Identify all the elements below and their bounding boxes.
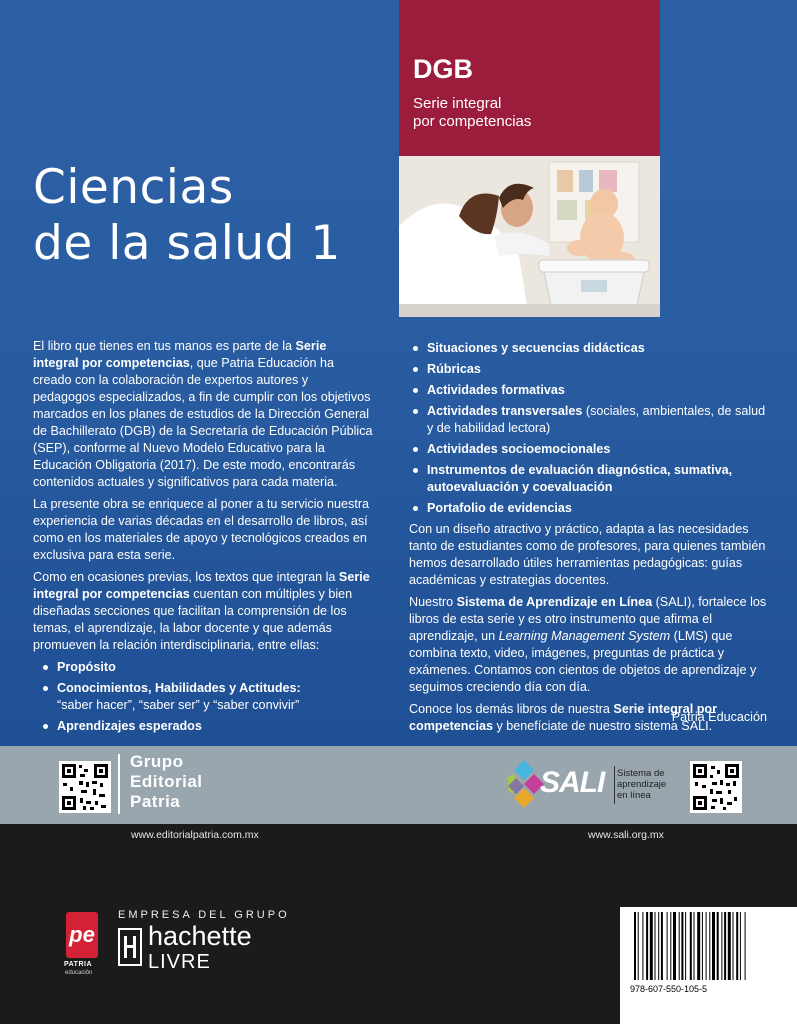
- text-run: (LMS) que combina texto, video, imágenes, preguntas de práctica y exámenes. Contamos con cientos de objetos de aprendizaje y seguimos creciendo día con día.: [409, 629, 757, 694]
- experience-paragraph: La presente obra se enriquece al poner a tu servicio nuestra experiencia de varias décadas en el desarrollo de libros, así como en los materiales de apoyo y tecnológicos creados en exclusiva para esta serie.: [33, 497, 370, 562]
- sali-caption: [617, 768, 666, 801]
- qr-code-left[interactable]: [59, 761, 111, 813]
- publisher-name-line: Editorial: [130, 772, 203, 791]
- nurse-baby-illustration: [399, 156, 660, 317]
- barcode-bar: [650, 912, 653, 980]
- text-run: y benefíciate de nuestro sistema SALI.: [493, 719, 713, 733]
- barcode-bar: [724, 912, 726, 980]
- list-item-bold: Portafolio de evidencias: [427, 501, 572, 515]
- publisher-name: [130, 752, 203, 812]
- series-name-bold: Serie integral por competencias: [33, 570, 370, 601]
- series-name-bold: Serie integral por competencias: [33, 339, 327, 370]
- barcode-bar: [717, 912, 719, 980]
- livre-wordmark: LIVRE: [148, 951, 211, 973]
- intro-paragraph: [33, 338, 373, 491]
- list-item: [409, 441, 767, 458]
- qr-code-icon: [690, 761, 742, 813]
- barcode-bar: [670, 912, 671, 980]
- design-paragraph: Con un diseño atractivo y práctico, adapta a las necesidades tanto de estudiantes como de profesores, para quienes también hemos desarrollado útiles herramientas pedagógicas: guías académicas y estrategias docentes.: [409, 522, 766, 587]
- barcode-bar: [646, 912, 648, 980]
- sali-caption-line: en línea: [617, 790, 651, 801]
- right-column: [409, 338, 767, 740]
- qr-code-right[interactable]: [690, 761, 742, 813]
- series-subtitle-line: Serie integral: [413, 95, 502, 112]
- book-title-line: de la salud 1: [33, 216, 341, 271]
- barcode-bar: [712, 912, 715, 980]
- list-item: [409, 403, 767, 437]
- barcode-bar: [694, 912, 695, 980]
- barcode-bar: [736, 912, 738, 980]
- list-item: [409, 382, 767, 399]
- url-link[interactable]: www.sali.org.mx: [588, 829, 664, 841]
- divider: [118, 754, 120, 814]
- url-link[interactable]: www.editorialpatria.com.mx: [131, 829, 259, 841]
- publisher-name-line: Grupo: [130, 752, 184, 771]
- barcode-bar: [709, 912, 710, 980]
- list-item-bold: Rúbricas: [427, 362, 481, 376]
- barcode-bar: [685, 912, 686, 980]
- list-item-bold: Aprendizajes esperados: [57, 719, 202, 733]
- barcode-bar: [728, 912, 731, 980]
- series-code: DGB: [413, 54, 473, 84]
- barcode-bar: [679, 912, 680, 980]
- barcode-bar: [661, 912, 663, 980]
- barcode-bar: [697, 912, 700, 980]
- barcode-bar: [673, 912, 676, 980]
- sali-caption-line: Sistema de: [617, 768, 665, 779]
- list-item: [409, 361, 767, 378]
- patria-sublabel: educación: [65, 970, 93, 976]
- text-run: Conoce los demás libros de nuestra: [409, 702, 614, 716]
- list-item: [39, 718, 373, 735]
- left-column: [33, 338, 373, 739]
- barcode: [620, 907, 797, 1024]
- sali-paragraph: [409, 594, 767, 696]
- list-item: [409, 340, 767, 357]
- barcode-bar: [733, 912, 734, 980]
- patria-label: PATRIA: [64, 961, 93, 968]
- list-item: [39, 659, 373, 676]
- text-run: Como en ocasiones previas, los textos que integran la: [33, 570, 339, 584]
- patria-logo-mark: pe: [69, 922, 95, 947]
- text-run: cuentan con múltiples y bien diseñadas secciones que facilitan la comprensión de los temas, el aprendizaje, la labor docente y que además promueven la relación interdisciplinaria, entre ellas:: [33, 587, 353, 652]
- list-item-bold: Actividades transversales: [427, 404, 583, 418]
- qr-code-icon: [59, 761, 111, 813]
- list-item-bold: Conocimientos, Habilidades y Actitudes:: [57, 681, 301, 695]
- book-title: [33, 160, 341, 272]
- group-label: EMPRESA DEL GRUPO: [118, 909, 290, 921]
- hachette-logo-icon: [118, 928, 142, 966]
- barcode-bar: [638, 912, 639, 980]
- sali-logo-text: SALI: [540, 766, 605, 799]
- cover-photo: [399, 156, 660, 317]
- list-item: [409, 500, 767, 517]
- barcode-bar: [721, 912, 722, 980]
- barcode-bar: [667, 912, 668, 980]
- sali-name-bold: Sistema de Aprendizaje en Línea: [456, 595, 653, 609]
- barcode-icon: [632, 912, 782, 980]
- series-subtitle-line: por competencias: [413, 113, 532, 130]
- list-item-bold: Instrumentos de evaluación diagnóstica, sumativa, autoevaluación y coevaluación: [427, 463, 733, 494]
- sections-paragraph: [33, 569, 373, 654]
- features-list: [409, 340, 767, 517]
- publisher-signature: Patria Educación: [671, 710, 767, 724]
- series-name-bold: Serie integral por competencias: [409, 702, 718, 733]
- text-run: (SALI), fortalece los libros de esta serie y es otro instrumento que afirma el aprendizaje, un: [409, 595, 767, 643]
- barcode-bar: [745, 912, 746, 980]
- list-item-text: (sociales, ambientales, de salud y de habilidad lectora): [427, 404, 766, 435]
- sali-logo: [508, 758, 610, 812]
- divider: [614, 766, 615, 804]
- barcode-bar: [681, 912, 683, 980]
- barcode-bar: [702, 912, 703, 980]
- list-item-bold: Actividades socioemocionales: [427, 442, 611, 456]
- list-item-bold: Actividades formativas: [427, 383, 565, 397]
- text-run: El libro que tienes en tus manos es parte de la: [33, 339, 296, 353]
- list-item-bold: Propósito: [57, 660, 116, 674]
- barcode-bar: [655, 912, 656, 980]
- patria-logo: [66, 912, 98, 958]
- list-item-text: “saber hacer”, “saber ser” y “saber convivir”: [57, 698, 300, 712]
- barcode-bar: [740, 912, 741, 980]
- barcode-bar: [658, 912, 659, 980]
- barcode-bar: [690, 912, 692, 980]
- sections-list: [39, 659, 373, 735]
- series-subtitle: [413, 95, 653, 131]
- hachette-wordmark: hachette: [148, 921, 252, 951]
- list-item-bold: Situaciones y secuencias didácticas: [427, 341, 645, 355]
- publisher-name-line: Patria: [130, 792, 181, 811]
- barcode-bar: [642, 912, 643, 980]
- lms-italic: Learning Management System: [498, 629, 671, 643]
- list-item: [409, 462, 767, 496]
- isbn-number: 978-607-550-105-5: [630, 984, 708, 994]
- list-item: [39, 680, 373, 714]
- barcode-bar: [706, 912, 707, 980]
- sali-caption-line: aprendizaje: [617, 779, 667, 790]
- text-run: Nuestro: [409, 595, 457, 609]
- barcode-bar: [634, 912, 636, 980]
- text-run: , que Patria Educación ha creado con la colaboración de expertos autores y pedagogos especializados, a fin de cumplir con los objetivos marcados en los planes de estudios de la Dirección General de Bachillerato (DGB) de la Secretaría de Educación Pública (SEP), conforme al Nuevo Modelo Educativo para la Educación Obligatoria (2017). De este modo, encontrarás contenidos actuales y significativos para cada materia.: [33, 356, 373, 489]
- book-title-line: Ciencias: [33, 160, 234, 215]
